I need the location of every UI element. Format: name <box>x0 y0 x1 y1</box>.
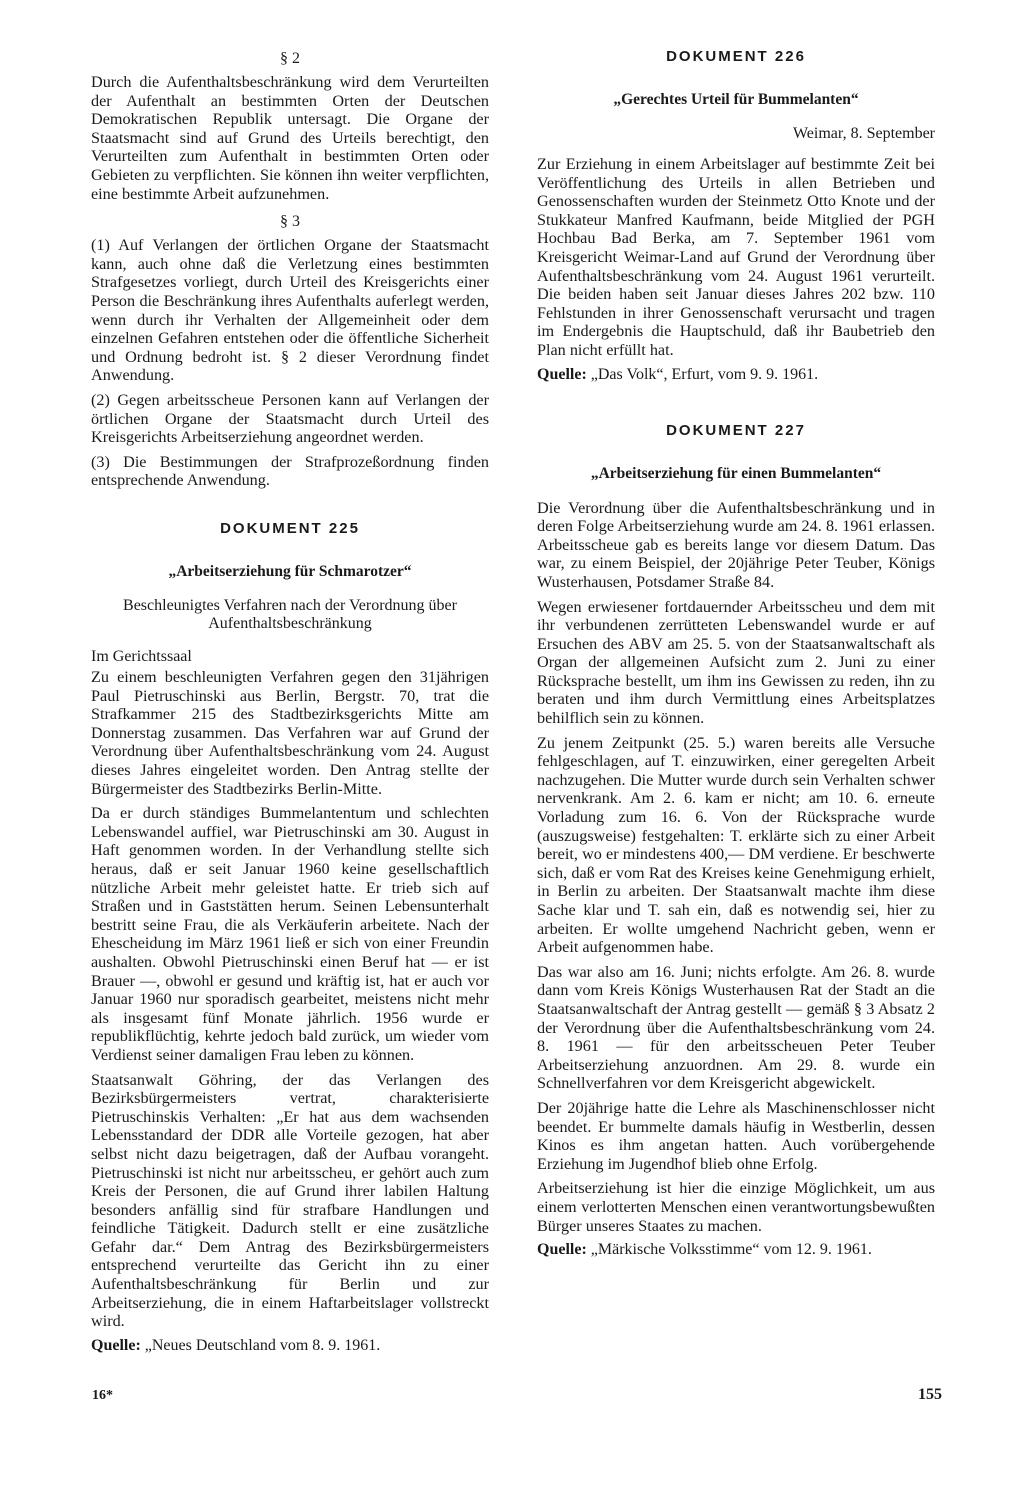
source-text: „Das Volk“, Erfurt, vom 9. 9. 1961. <box>590 365 819 383</box>
paragraph: Der 20jährige hatte die Lehre als Maschinenschlosser nicht beendet. Er bummelte damals häufig in Westberlin, dessen Kinos es ihm angetan hatten. Auch vorübergehende Erziehung im Jugendhof blieb ohne Erfolg. <box>537 1098 935 1173</box>
page-number: 155 <box>918 1386 942 1403</box>
paragraph: Das war also am 16. Juni; nichts erfolgte. Am 26. 8. wurde dann vom Kreis Königs Wusterhausen Rat der Stadt an die Staatsanwaltschaft der Antrag gestellt — gemäß § 3 Absatz 2 der Verordnung über die Aufenthaltsbeschränkung vom 24. 8. 1961 — für den arbeitsscheuen Peter Teuber Arbeitserziehung anzuordnen. Am 29. 8. wurde ein Schnellverfahren vor dem Kreisgericht abgewickelt. <box>537 962 935 1093</box>
paragraph: Arbeitserziehung ist hier die einzige Möglichkeit, um aus einem verlotterten Menschen einen verantwortungsbewußten Bürger unseres Staates zu machen. <box>537 1179 935 1235</box>
section-heading-2: § 2 <box>280 50 300 67</box>
paragraph: Zu jenem Zeitpunkt (25. 5.) waren bereits alle Versuche fehlgeschlagen, auf T. einzuwirken, einer geregelten Arbeit nachzugehen. Die Mutter wurde durch sein Verhalten schwer nervenkrank. Am 2. 6. kam er nicht; am 10. 6. erneute Vorladung zum 16. 6. Von der Rücksprache wurde (auszugsweise) festgehalten: T. erklärte sich zu einer Arbeit bereit, wo er mindestens 400,— DM verdiene. Er beschwerte sich, daß er vom Rat des Kreises keine Genehmigung erhielt, in Berlin zu arbeiten. Der Staatsanwalt machte ihm diese Sache klar und T. sah ein, daß es notwendig sei, hier zu arbeiten. Er wollte umgehend Nachricht geben, wenn er Arbeit aufgenommen habe. <box>537 733 935 957</box>
paragraph: Zu einem beschleunigten Verfahren gegen den 31jährigen Paul Pietruschinski aus Berlin, Bergstr. 70, trat die Strafkammer 215 des Stadtbezirksgerichts Mitte am Donnerstag zusammen. Das Verfahren war auf Grund der Verordnung über Aufenthaltsbeschränkung vom 24. August dieses Jahres eingeleitet worden. Den Antrag stellte der Bürgermeister des Stadtbezirks Berlin-Mitte. <box>91 668 489 798</box>
document-heading: DOKUMENT 227 <box>666 421 806 439</box>
signature-mark: 16* <box>92 1388 113 1403</box>
document-225 <box>91 520 489 1355</box>
dateline: Weimar, 8. September <box>792 125 935 142</box>
paragraph: Zur Erziehung in einem Arbeitslager auf bestimmte Zeit bei Veröffentlichung des Urteils in allen Betrieben und Genossenschaften wurden der Steinmetz Otto Knote und der Stukkateur Manfred Kaufmann, beide Mitglied der PGH Hochbau Bad Berka, am 7. September 1961 vom Kreisgericht Weimar-Land auf Grund der Verordnung über Aufenthaltsbeschränkung vom 24. August 1961 verurteilt. Die beiden haben seit Januar dieses Jahres 202 bzw. 110 Fehlstunden in ihrer Genossenschaft verursacht und tragen im Endergebnis die Hauptschuld, daß ihr Baubetrieb den Plan nicht erfüllt hat. <box>537 155 935 359</box>
section-heading-3: § 3 <box>280 213 300 231</box>
section-3-paragraph-2: (2) Gegen arbeitsscheue Personen kann auf Verlangen der örtlichen Organe der Staatsmacht durch Urteil des Kreisgerichts Arbeitserziehung angeordnet werden. <box>91 390 489 447</box>
right-column <box>537 48 935 1259</box>
source-label: Quelle: <box>91 1336 141 1354</box>
document-heading: DOKUMENT 226 <box>666 48 806 65</box>
document-title: „Arbeitserziehung für Schmarotzer“ <box>168 562 412 580</box>
paragraph: Wegen erwiesener fortdauernder Arbeitsscheu und dem mit ihr verbundenen zerrütteten Lebenswandel wurde er auf Ersuchen des ABV am 25. 5. von der Staatsanwaltschaft als Organ der allgemeinen Aufsicht zum 2. Juni zu einer Rücksprache bestellt, um ihm ins Gewissen zu reden, ihn zu beraten und ihm durch Vermittlung eines Arbeitsplatzes behilflich sein zu können. <box>537 597 935 728</box>
left-column <box>91 48 489 1355</box>
section-3-paragraph-3: (3) Die Bestimmungen der Strafprozeßordnung finden entsprechende Anwendung. <box>91 452 489 490</box>
source-line <box>537 1241 935 1259</box>
document-subtitle: Beschleunigtes Verfahren nach der Verordnung über Aufenthaltsbeschränkung <box>123 596 457 633</box>
spacer <box>537 384 935 422</box>
section-3-paragraph-1: (1) Auf Verlangen der örtlichen Organe der Staatsmacht kann, auch ohne daß die Verletzung eines bestimmten Strafgesetzes vorliegt, durch Urteil des Kreisgerichts einer Person die Beschränkung ihres Aufenthalts auferlegt werden, wenn durch ihr Verhalten der Allgemeinheit oder dem einzelnen Gefahren entstehen oder die öffentliche Sicherheit und Ordnung bedroht ist. § 2 dieser Verordnung findet Anwendung. <box>91 236 489 385</box>
spacer <box>91 496 489 520</box>
document-title: „Gerechtes Urteil für Bummelanten“ <box>613 91 859 108</box>
document-title: „Arbeitserziehung für einen Bummelanten“ <box>590 464 882 482</box>
place-line: Im Gerichtssaal <box>91 648 192 666</box>
document-227 <box>537 422 935 1260</box>
paragraph: Die Verordnung über die Aufenthaltsbeschränkung und in deren Folge Arbeitserziehung wurde am 24. 8. 1961 erlassen. Arbeitsscheue gab es bereits lange vor diesem Datum. Das war, zu einem Beispiel, der 20jährige Peter Teuber, Königs Wusterhausen, Potsdamer Straße 84. <box>537 498 935 591</box>
section-2-text: Durch die Aufenthaltsbeschränkung wird dem Verurteilten der Aufenthalt an bestimmten Orten der Deutschen Demokratischen Republik untersagt. Die Organe der Staatsmacht sind auf Grund des Urteils berechtigt, den Verurteilten zum Aufenthalt in bestimmten Orten oder Gebieten zu verpflichten. Sie können ihn weiter verpflichten, eine bestimmte Arbeit aufzunehmen. <box>91 73 489 203</box>
paragraph: Da er durch ständiges Bummelantentum und schlechten Lebenswandel auffiel, war Pietruschinski am 30. August in Haft genommen worden. In der Verhandlung stellte sich heraus, daß er seit Januar 1960 keine gesellschaftlich nützliche Arbeit mehr geleistet hatte. Er trieb sich auf Straßen und in Gaststätten herum. Seinen Lebensunterhalt bestritt seine Frau, die als Verkäuferin arbeitete. Nach der Ehescheidung im März 1961 ließ er sich von einer Freundin aushalten. Obwohl Pietruschinski einen Beruf hat — er ist Brauer —, obwohl er gesund und kräftig ist, hat er auch vor Januar 1960 nur sporadisch gearbeitet, meistens nicht mehr als insgesamt fünf Monate jährlich. 1956 wurde er republikflüchtig, kehrte jedoch bald zurück, um wieder vom Verdienst seiner damaligen Frau leben zu können. <box>91 804 489 1064</box>
source-line <box>537 366 935 384</box>
source-text: „Märkische Volksstimme“ vom 12. 9. 1961. <box>590 1241 872 1259</box>
document-heading: DOKUMENT 225 <box>220 519 360 537</box>
document-226 <box>537 48 935 384</box>
source-text: „Neues Deutschland vom 8. 9. 1961. <box>144 1336 381 1354</box>
source-line <box>91 1337 489 1355</box>
source-label: Quelle: <box>537 365 587 383</box>
paragraph: Staatsanwalt Göhring, der das Verlangen des Bezirksbürgermeisters vertrat, charakterisierte Pietruschinskis Verhalten: „Er hat aus dem wachsenden Lebensstandard der DDR alle Vorteile gezogen, hat aber selbst nicht dazu beigetragen, daß der Aufbau vorangeht. Pietruschinski ist nicht nur arbeitsscheu, er gehört auch zum Kreis der Personen, die auf Grund ihrer labilen Haltung besonders anfällig sind für strafbare Handlungen und feindliche Tätigkeit. Dadurch stellt er eine zusätzliche Gefahr dar.“ Dem Antrag des Bezirksbürgermeisters entsprechend verurteilte das Gericht ihn zu einer Aufenthaltsbeschränkung für Berlin und zur Arbeitserziehung, die in einem Haftarbeitslager vollstreckt wird. <box>91 1070 489 1331</box>
source-label: Quelle: <box>537 1241 587 1259</box>
